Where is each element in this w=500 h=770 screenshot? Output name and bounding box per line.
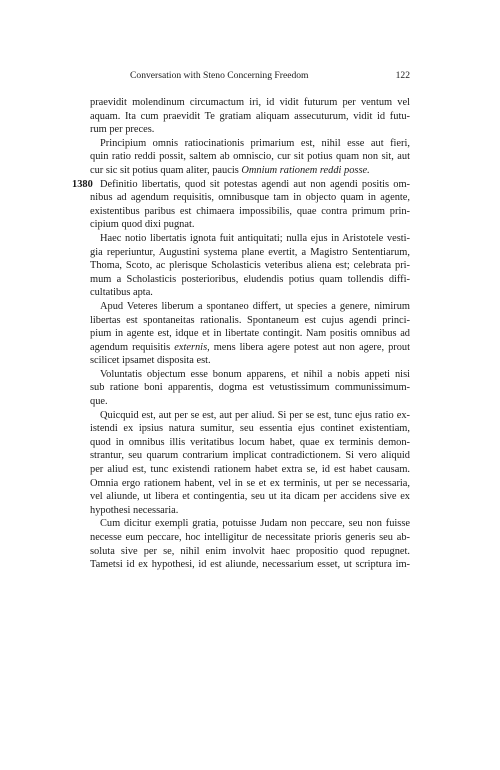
text-line: aquam. Ita cum praevidit Te gratiam aliquam assecuturum, vidit id futu- (90, 110, 410, 122)
text-line: que. (90, 396, 108, 408)
text-fragment: mens libera agere potest aut non agere, prout (209, 341, 410, 353)
text-fragment: agendum requisitis (90, 341, 175, 353)
text-line (90, 164, 410, 178)
text-line: libertas est spontaneitas rationalis. Spontaneum est cujus agendi princi- (90, 314, 410, 326)
text-line: Quicquid est, aut per se est, aut per aliud. Si per se est, tunc ejus ratio ex- (100, 409, 410, 421)
running-title: Conversation with Steno Concerning Freedom (130, 70, 309, 81)
running-head (90, 69, 410, 83)
text-line: hypothesi necessaria. (90, 504, 179, 516)
text-line: quin ratio reddi possit, saltem ab omniscio, cur sit potius quam non sit, aut (90, 151, 410, 163)
margin-line-number: 1380 (72, 178, 93, 190)
text-line: quod in omnibus illis veritatibus locum habet, quae ex terminis demon- (90, 436, 410, 448)
text-line: strantur, seu quarum contrarium implicat contradictionem. Si vero aliquid (90, 450, 410, 462)
text-line: cipium quod dixi pugnat. (90, 219, 195, 231)
text-line: Haec notio libertatis ignota fuit antiquitati; nulla ejus in Aristotele vesti- (100, 232, 410, 244)
text-line: Voluntatis objectum esse bonum apparens, et nihil a nobis appeti nisi (100, 368, 410, 380)
text-line: Apud Veteres liberum a spontaneo differt, ut species a genere, nimirum (100, 300, 410, 312)
text-line: Thoma, Scoto, ac plerisque Scholasticis veteribus aliena est; celebrata pri- (90, 260, 410, 272)
text-line: vel aliunde, ut libera et contingentia, seu ut ita dicam per accidens sive ex (90, 491, 410, 503)
text-line: scilicet ipsamet disposita est. (90, 355, 211, 367)
text-line: Cum dicitur exempli gratia, potuisse Judam non peccare, seu non fuisse (100, 518, 410, 530)
text-line: pium in agente est, idque et in libertate contingit. Nam positis omnibus ad (90, 328, 410, 340)
text-line: Omnia ergo rationem habent, vel in se et ex terminis, ut per se necessaria, (90, 477, 410, 489)
text-line: gia reperiuntur, Augustini systema plane evertit, a Magistro Sententiarum, (90, 246, 410, 258)
emphasis-phrase: Omnium rationem reddi posse. (241, 164, 370, 176)
text-line: nibus ad agendum requisitis, omnibusque tam in objecto quam in agente, (90, 192, 410, 204)
text-line: cultatibus apta. (90, 287, 153, 299)
text-line: mum a Scholasticis posterioribus, eludendis potius quam tollendis diffi- (90, 273, 410, 285)
text-line: necesse eum peccare, hoc intelligitur de necessitate prioris generis seu ab- (90, 532, 410, 543)
body-text (72, 96, 410, 572)
text-line: Tametsi id ex hypothesi, id est aliunde, necessarium esset, ut scriptura im- (90, 559, 410, 571)
text-line (90, 341, 410, 355)
text-line: praevidit molendinum circumactum iri, id vidit futurum per ventum vel (90, 97, 410, 108)
page-number: 122 (395, 70, 410, 81)
emphasis-word: externis, (174, 341, 210, 353)
text-fragment: cur sic sit potius quam aliter, paucis (90, 164, 242, 176)
text-line: rum per preces. (90, 124, 155, 136)
text-line: sub ratione boni apparentis, dogma est vetustissimum communissimum- (90, 382, 410, 394)
text-fragment: Definitio libertatis, quod sit potestas agendi aut non agendi positis om- (100, 178, 410, 190)
text-line (72, 178, 410, 192)
text-line: soluta sive per se, nihil enim involvit haec propositio quod repugnet. (90, 545, 410, 557)
text-line: Principium omnis ratiocinationis primarium est, nihil esse aut fieri, (100, 137, 410, 149)
text-line: existentibus paribus est chimaera impossibilis, quae contra primum prin- (90, 205, 410, 217)
text-line: per aliud est, tunc existendi rationem habet extra se, id est habet causam. (90, 464, 410, 476)
text-line: istendi ex ipsius natura sumitur, seu essentia ejus continet existentiam, (90, 423, 410, 435)
